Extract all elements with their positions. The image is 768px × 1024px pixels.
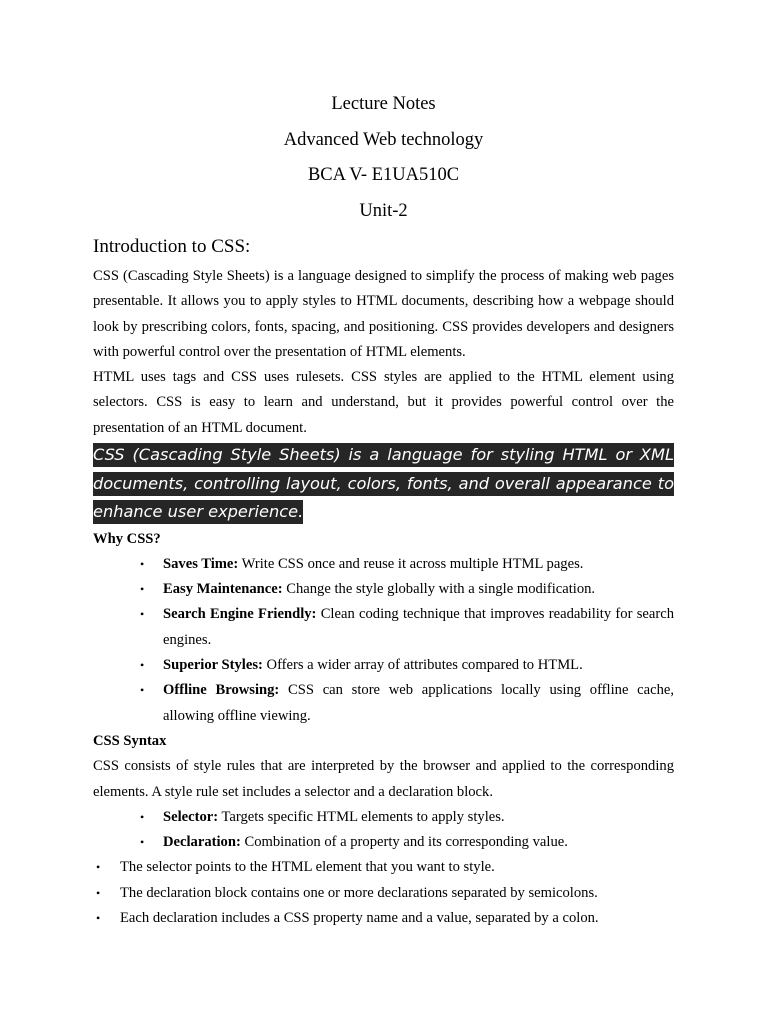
bullet-icon: • [96, 911, 101, 926]
bullet-icon: • [140, 658, 145, 673]
list-item [93, 602, 674, 653]
list-item-term: Superior Styles: [163, 657, 263, 674]
intro-paragraph-1: CSS (Cascading Style Sheets) is a language designed to simplify the process of making web pages presentable. It allows you to apply styles to HTML documents, describing how a webpage should look by prescribing colors, fonts, spacing, and positioning. CSS provides developers and designers with powerful control over the presentation of HTML elements. [93, 268, 674, 360]
bullet-icon: • [96, 860, 101, 875]
list-item [93, 577, 674, 602]
bullet-icon: • [140, 556, 145, 571]
list-item-term: Saves Time: [163, 555, 239, 572]
syntax-notes-list [93, 855, 674, 931]
syntax-parts-list [93, 805, 674, 856]
list-item-text: Offers a wider array of attributes compared to HTML. [262, 657, 583, 674]
list-item-text: The declaration block contains one or more declarations separated by semicolons. [120, 884, 598, 901]
intro-paragraph-2: HTML uses tags and CSS uses rulesets. CSS styles are applied to the HTML element using selectors. CSS is easy to learn and understand, but it provides powerful control over the presentation of an HTML document. [93, 369, 674, 436]
list-item [93, 678, 674, 729]
list-item-term: Declaration: [163, 834, 241, 851]
syntax-paragraph: CSS consists of style rules that are interpreted by the browser and applied to the corresponding elements. A style rule set includes a selector and a declaration block. [93, 758, 674, 800]
doc-heading-course: Advanced Web technology [283, 129, 484, 150]
list-item [93, 830, 674, 855]
list-item-term: Offline Browsing: [163, 682, 280, 699]
section-title-intro: Introduction to CSS: [93, 236, 251, 257]
subheading-css-syntax: CSS Syntax [93, 732, 167, 749]
doc-heading-code: BCA V- E1UA510C [307, 165, 460, 185]
list-item [93, 855, 674, 880]
list-item-term: Selector: [163, 808, 219, 825]
list-item-text: Targets specific HTML elements to apply styles. [218, 808, 505, 825]
list-item-text: Each declaration includes a CSS property name and a value, separated by a colon. [120, 910, 599, 927]
document-page [93, 87, 674, 931]
list-item [93, 906, 674, 931]
doc-heading-lecture-notes: Lecture Notes [331, 94, 436, 114]
bullet-icon: • [140, 582, 145, 597]
list-item [93, 653, 674, 678]
subheading-why-css: Why CSS? [93, 530, 161, 547]
list-item-term: Search Engine Friendly: [163, 606, 317, 623]
list-item-text: Change the style globally with a single modification. [282, 581, 596, 598]
bullet-icon: • [96, 885, 101, 900]
list-item-text: The selector points to the HTML element that you want to style. [120, 859, 495, 876]
list-item [93, 805, 674, 830]
list-item-text: Combination of a property and its corresponding value. [240, 834, 568, 851]
list-item [93, 552, 674, 577]
bullet-icon: • [140, 607, 145, 622]
bullet-icon: • [140, 835, 145, 850]
list-item [93, 881, 674, 906]
highlighted-definition-text: CSS (Cascading Style Sheets) is a language for styling HTML or XML documents, controlling layout, colors, fonts, and overall appearance to enhance user experience. [93, 443, 674, 524]
list-item-text: Clean coding technique that improves readability for search engines. [163, 606, 674, 648]
list-item-term: Easy Maintenance: [163, 581, 283, 598]
bullet-icon: • [140, 683, 145, 698]
bullet-icon: • [140, 809, 145, 824]
highlighted-definition [93, 441, 674, 527]
doc-heading-unit: Unit-2 [359, 200, 408, 221]
list-item-text: CSS can store web applications locally using offline cache, allowing offline viewing. [163, 682, 674, 724]
why-css-list [93, 552, 674, 729]
list-item-text: Write CSS once and reuse it across multiple HTML pages. [238, 555, 584, 572]
